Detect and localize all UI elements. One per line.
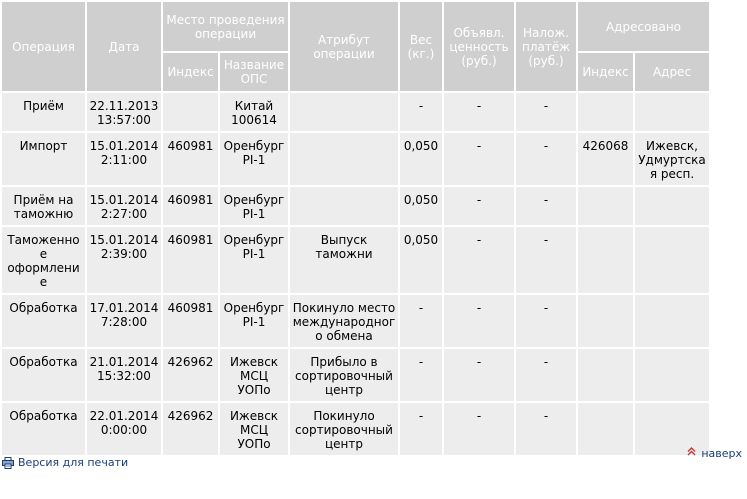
header-addr-address: Адрес — [634, 52, 710, 92]
cell-date: 22.11.2013 13:57:00 — [86, 92, 162, 132]
cell-operation: Таможенное оформление — [1, 226, 86, 294]
cell-value: - — [443, 294, 515, 348]
back-to-top-label: наверх — [701, 447, 742, 460]
cell-cod: - — [515, 92, 577, 132]
cell-date: 15.01.2014 2:39:00 — [86, 226, 162, 294]
cell-attribute — [289, 132, 399, 186]
cell-addr-address — [634, 226, 710, 294]
table-row — [1, 294, 710, 348]
cell-ops: Ижевск МСЦ УОПо — [219, 402, 289, 456]
cell-ops: Оренбург PI-1 — [219, 132, 289, 186]
cell-weight: 0,050 — [399, 226, 443, 294]
cell-value: - — [443, 402, 515, 456]
cell-addr-index — [577, 186, 634, 226]
cell-operation: Обработка — [1, 402, 86, 456]
cell-index: 460981 — [162, 132, 219, 186]
cell-cod: - — [515, 402, 577, 456]
table-row — [1, 226, 710, 294]
header-place: Место проведения операции — [162, 1, 289, 52]
cell-addr-index — [577, 348, 634, 402]
header-place-name: Название ОПС — [219, 52, 289, 92]
cell-cod: - — [515, 348, 577, 402]
cell-date: 22.01.2014 0:00:00 — [86, 402, 162, 456]
header-cod: Налож. платёж (руб.) — [515, 1, 577, 92]
print-version-label: Версия для печати — [18, 456, 129, 469]
cell-date: 15.01.2014 2:27:00 — [86, 186, 162, 226]
cell-index: 426962 — [162, 402, 219, 456]
header-row-top — [1, 1, 710, 52]
double-chevron-up-icon — [687, 446, 696, 459]
cell-addr-address — [634, 294, 710, 348]
header-addr-index: Индекс — [577, 52, 634, 92]
cell-addr-index: 426068 — [577, 132, 634, 186]
cell-attribute: Покинуло место международного обмена — [289, 294, 399, 348]
cell-ops: Оренбург PI-1 — [219, 294, 289, 348]
cell-date: 21.01.2014 15:32:00 — [86, 348, 162, 402]
cell-ops: Ижевск МСЦ УОПо — [219, 348, 289, 402]
cell-cod: - — [515, 294, 577, 348]
cell-addr-address: Ижевск, Удмуртская респ. — [634, 132, 710, 186]
header-date: Дата — [86, 1, 162, 92]
cell-addr-index — [577, 226, 634, 294]
cell-value: - — [443, 186, 515, 226]
cell-addr-index — [577, 402, 634, 456]
cell-weight: - — [399, 402, 443, 456]
cell-operation: Импорт — [1, 132, 86, 186]
cell-operation: Приём на таможню — [1, 186, 86, 226]
cell-attribute — [289, 92, 399, 132]
cell-value: - — [443, 92, 515, 132]
cell-addr-address — [634, 348, 710, 402]
cell-value: - — [443, 132, 515, 186]
cell-attribute: Покинуло сортировочный центр — [289, 402, 399, 456]
cell-operation: Обработка — [1, 348, 86, 402]
cell-cod: - — [515, 132, 577, 186]
cell-cod: - — [515, 186, 577, 226]
cell-index: 426962 — [162, 348, 219, 402]
cell-weight: - — [399, 294, 443, 348]
header-weight: Вес (кг.) — [399, 1, 443, 92]
printer-icon — [2, 457, 14, 469]
cell-index: 460981 — [162, 294, 219, 348]
cell-date: 17.01.2014 7:28:00 — [86, 294, 162, 348]
cell-index — [162, 92, 219, 132]
table-row — [1, 132, 710, 186]
cell-operation: Обработка — [1, 294, 86, 348]
table-row — [1, 402, 710, 456]
table-row — [1, 92, 710, 132]
cell-ops: Китай 100614 — [219, 92, 289, 132]
cell-index: 460981 — [162, 226, 219, 294]
cell-cod: - — [515, 226, 577, 294]
cell-attribute: Выпуск таможни — [289, 226, 399, 294]
cell-value: - — [443, 226, 515, 294]
cell-attribute — [289, 186, 399, 226]
cell-weight: - — [399, 92, 443, 132]
cell-weight: 0,050 — [399, 132, 443, 186]
footer-bar — [0, 447, 747, 475]
table-row — [1, 186, 710, 226]
cell-date: 15.01.2014 2:11:00 — [86, 132, 162, 186]
cell-weight: - — [399, 348, 443, 402]
header-place-index: Индекс — [162, 52, 219, 92]
back-to-top-link[interactable] — [687, 447, 742, 460]
cell-addr-address — [634, 186, 710, 226]
cell-addr-index — [577, 92, 634, 132]
cell-addr-address — [634, 92, 710, 132]
header-declared-value: Объявл. ценность (руб.) — [443, 1, 515, 92]
header-operation: Операция — [1, 1, 86, 92]
cell-value: - — [443, 348, 515, 402]
cell-attribute: Прибыло в сортировочный центр — [289, 348, 399, 402]
cell-ops: Оренбург PI-1 — [219, 186, 289, 226]
cell-operation: Приём — [1, 92, 86, 132]
cell-index: 460981 — [162, 186, 219, 226]
table-row — [1, 348, 710, 402]
cell-ops: Оренбург PI-1 — [219, 226, 289, 294]
cell-addr-index — [577, 294, 634, 348]
print-version-link[interactable] — [2, 456, 128, 469]
header-addressed: Адресовано — [577, 1, 710, 52]
header-attribute: Атрибут операции — [289, 1, 399, 92]
cell-weight: 0,050 — [399, 186, 443, 226]
